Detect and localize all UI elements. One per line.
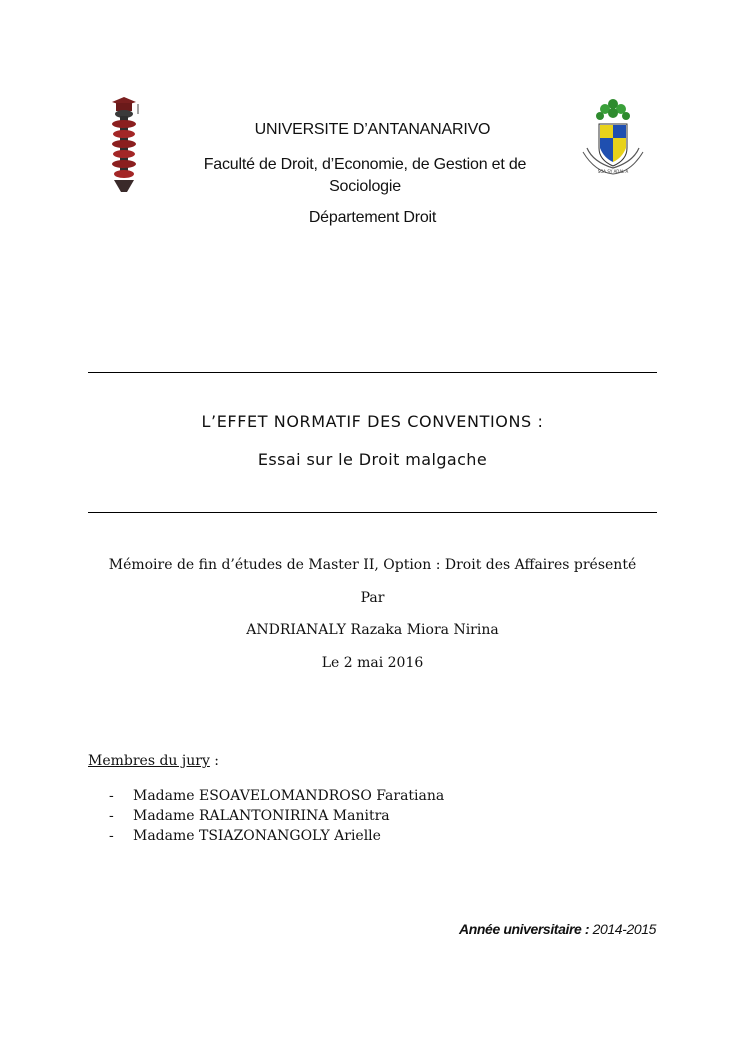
jury-heading — [88, 753, 219, 769]
academic-year-value: 2014-2015 — [592, 921, 656, 937]
bottom-divider — [88, 512, 657, 513]
university-logo-icon — [100, 94, 148, 198]
list-bullet: - — [109, 828, 114, 844]
faculty-name: Faculté de Droit, d’Economie, de Gestion et de Sociologie — [203, 156, 527, 195]
memoire-description: Mémoire de fin d’études de Master II, Option : Droit des Affaires présenté — [108, 557, 637, 573]
department-name: Département Droit — [308, 209, 437, 226]
jury-member: Madame ESOAVELOMANDROSO Faratiana — [133, 788, 445, 804]
jury-heading-label: Membres du jury — [88, 753, 210, 769]
crest-motto: SOA SY ADAL A — [597, 169, 629, 174]
jury-member: Madame TSIAZONANGOLY Arielle — [133, 828, 381, 844]
author-name: ANDRIANALY Razaka Miora Nirina — [246, 622, 499, 638]
jury-members-list — [109, 786, 444, 846]
thesis-subtitle: Essai sur le Droit malgache — [257, 450, 488, 469]
academic-year — [459, 921, 656, 937]
jury-heading-colon: : — [209, 753, 220, 769]
list-item — [109, 786, 444, 806]
list-bullet: - — [109, 808, 114, 824]
list-bullet: - — [109, 788, 114, 804]
defense-date: Le 2 mai 2016 — [321, 655, 424, 671]
list-item — [109, 806, 444, 826]
university-name: UNIVERSITE D’ANTANANARIVO — [254, 121, 491, 138]
par-label: Par — [360, 590, 385, 606]
jury-member: Madame RALANTONIRINA Manitra — [133, 808, 390, 824]
list-item — [109, 826, 444, 846]
thesis-title: L’EFFET NORMATIF DES CONVENTIONS : — [201, 412, 544, 431]
top-divider — [88, 372, 657, 373]
academic-year-label: Année universitaire : — [459, 921, 590, 937]
